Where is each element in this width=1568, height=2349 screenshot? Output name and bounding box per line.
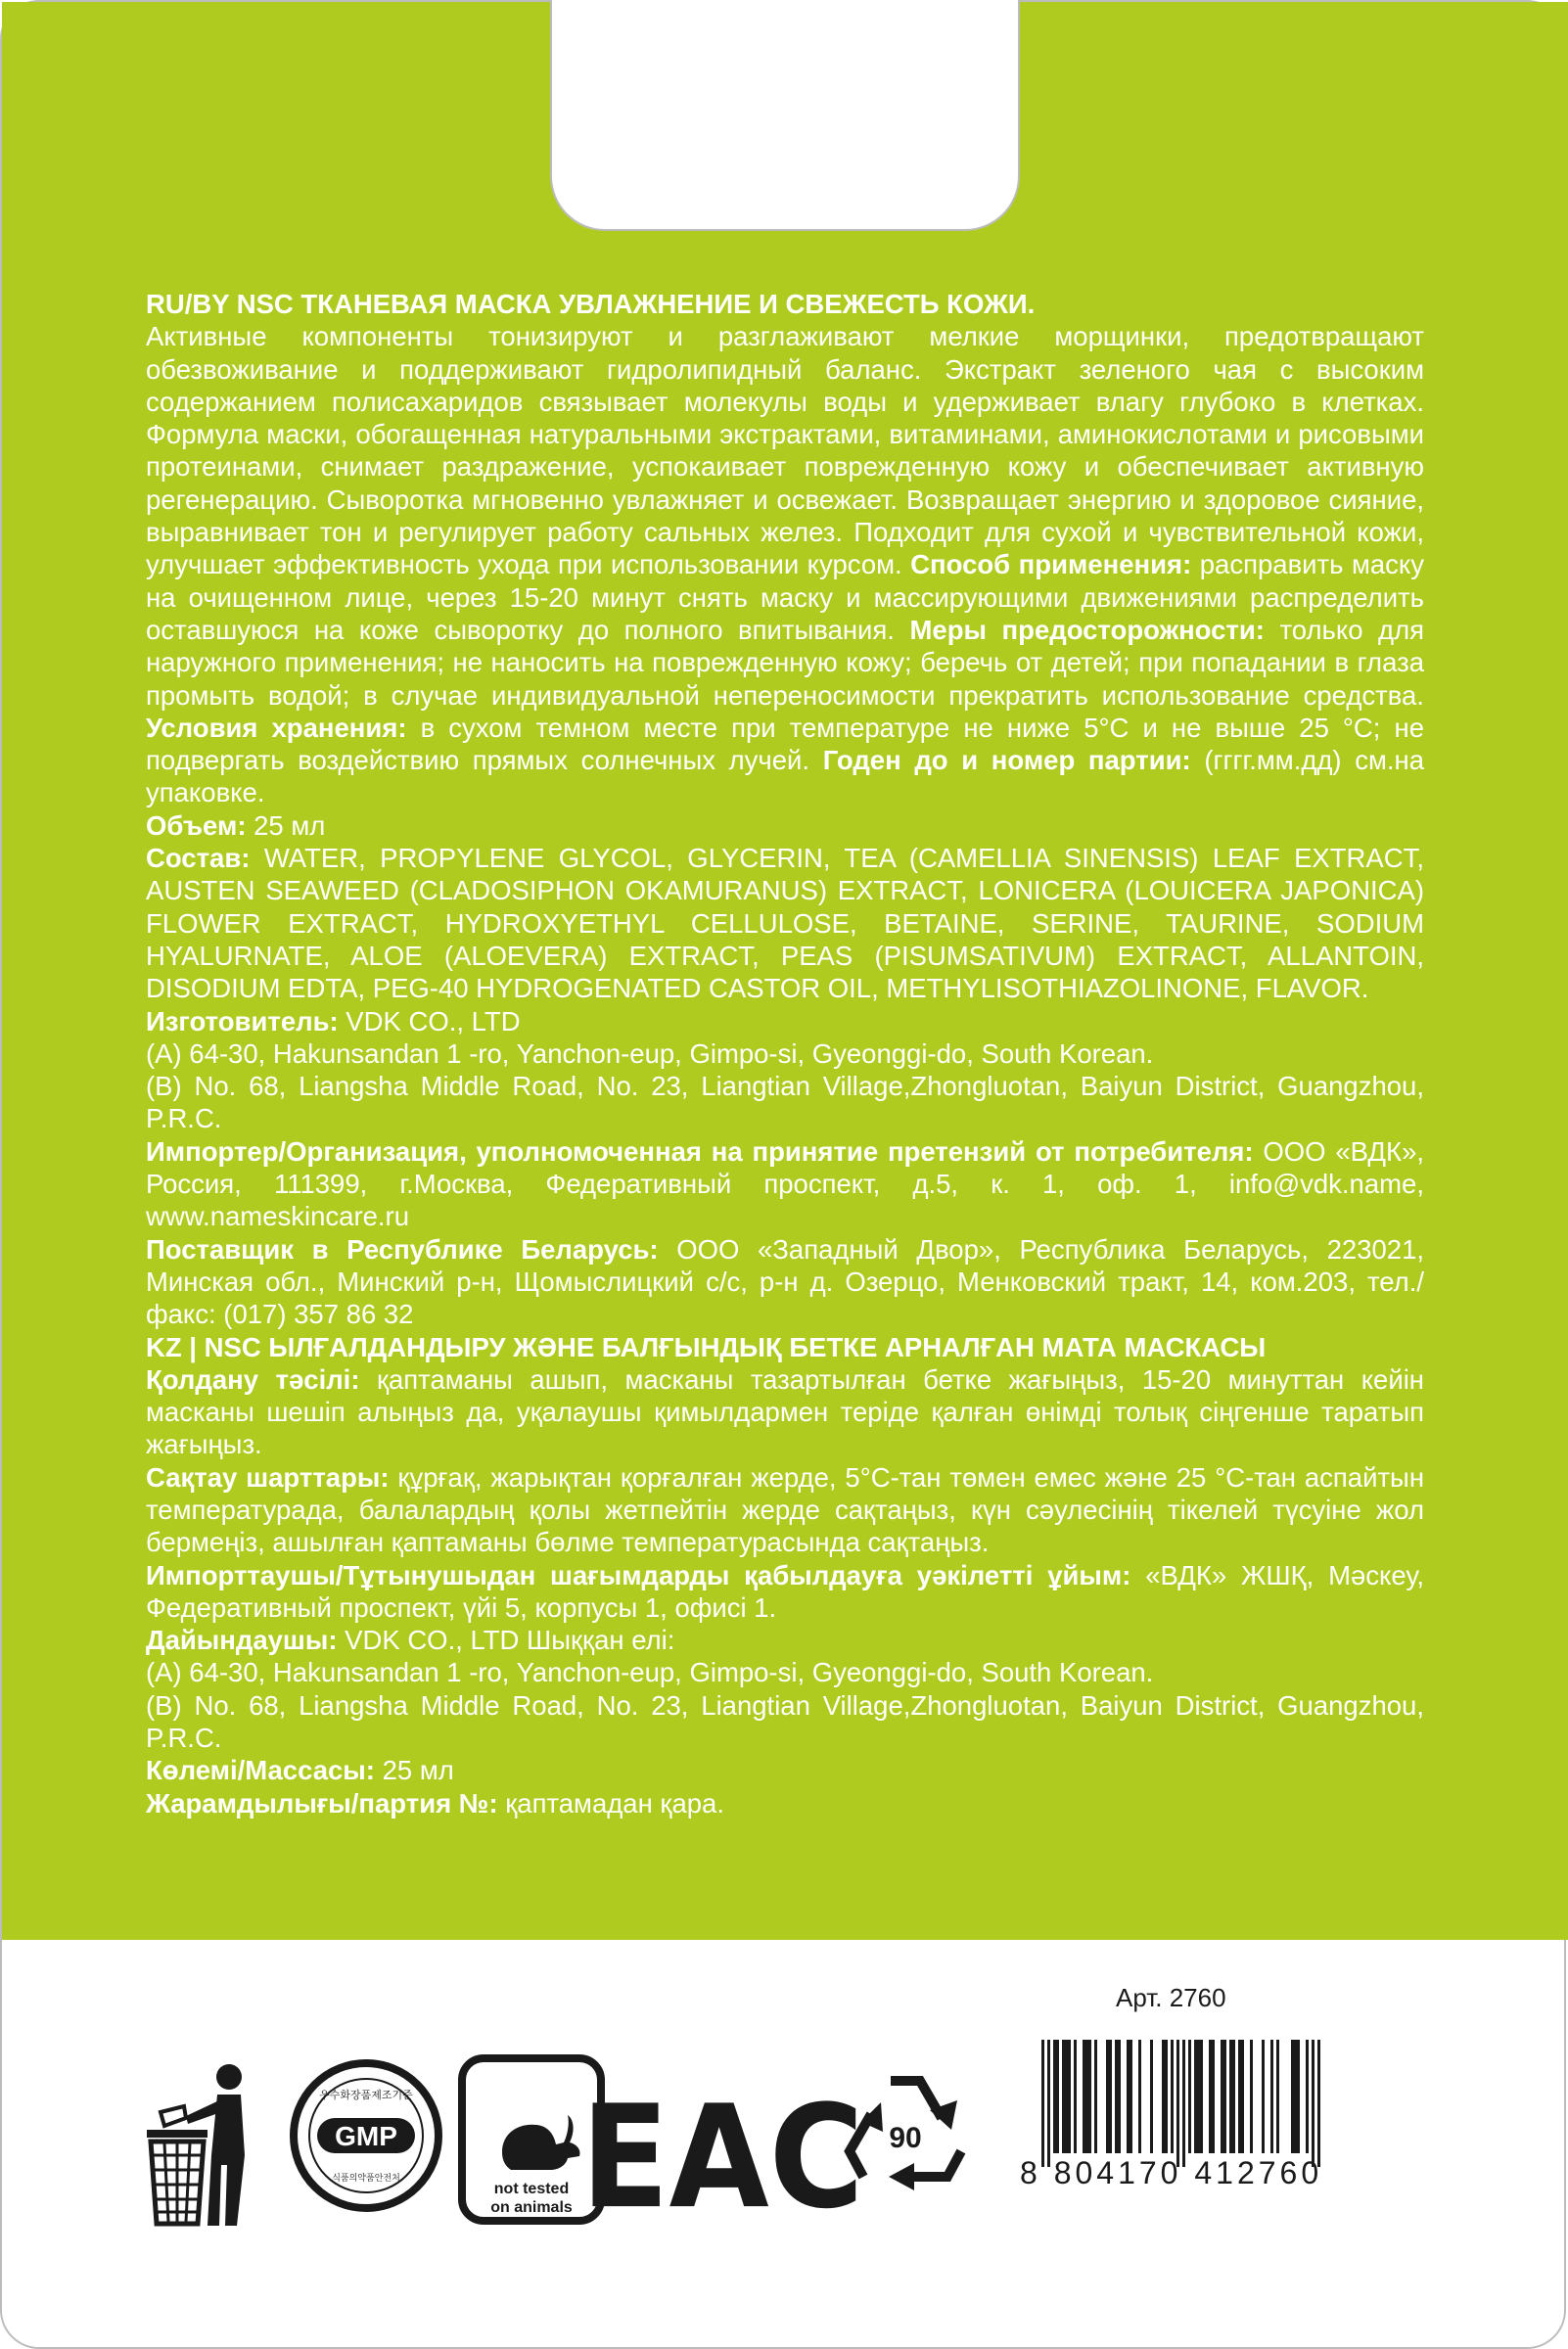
barcode-bar: [1209, 2040, 1212, 2153]
gmp-top-text: 우수화장품제조기준: [319, 2089, 413, 2101]
barcode-bar: [1297, 2040, 1300, 2153]
barcode-bar: [1221, 2040, 1223, 2153]
barcode-bar: [1276, 2040, 1279, 2153]
barcode-bar: [1238, 2040, 1241, 2153]
barcode-bar: [1197, 2040, 1200, 2153]
barcode-bar: [1094, 2040, 1097, 2153]
barcode-bar: [1088, 2040, 1091, 2153]
barcode-bar: [1270, 2040, 1273, 2153]
barcode-bar: [1068, 2040, 1071, 2153]
barcode-bar: [1065, 2040, 1068, 2153]
barcode-bar: [1291, 2040, 1294, 2153]
ru-maker: Изготовитель: VDK CO., LTD: [146, 1005, 521, 1036]
kz-storage: Сақтау шарттары: құрғақ, жарықтан қорғалған жерде, 5°С-тан төмен емес және 25 °С-тан аспайтын температурада, балалардың қолы жетпейтін жерде сақтаңыз, күн сәулесінің тікелей түсуіне жол бермеңіз, ашылған қаптаманы бөлме температурасында сақтаңыз.: [146, 1461, 1425, 1558]
barcode-bar: [1312, 2040, 1314, 2167]
barcode-bar: [1306, 2040, 1309, 2153]
kz-volume: Көлемі/Массасы: 25 мл: [146, 1755, 454, 1786]
recycle-code: 90: [889, 2122, 922, 2154]
article-number: Арт. 2760: [1116, 1983, 1226, 2012]
barcode-bar: [1200, 2040, 1203, 2153]
barcode-bar: [1212, 2040, 1215, 2153]
barcode-bar: [1083, 2040, 1085, 2153]
barcode-bar: [1041, 2040, 1044, 2167]
barcode-bar: [1182, 2040, 1185, 2167]
ru-address-a: (A) 64-30, Hakunsandan 1 -ro, Yanchon-eup, Gimpo-si, Gyeonggi-do, South Korean.: [146, 1037, 1154, 1069]
kz-usage: Қолдану тәсілі: қаптаманы ашып, масканы тазартылған бетке жағыңыз, 15-20 минуттан кейін масканы шешіп алыңыз да, уқалаушы қимылдармен теріде қалған өнімді толық сіңгенше таратып жағыңыз.: [146, 1363, 1424, 1460]
barcode-bar: [1109, 2040, 1112, 2153]
ru-supplier: Поставщик в Республике Беларусь: ООО «Западный Двор», Республика Беларусь, 223021, Минская обл., Минский р-н, Щомыслицкий с/с, р-н д. Озерцо, Менковский тракт, 14, ком.203, тел./факс: (017) 357 86 32: [146, 1233, 1425, 1330]
kz-importer: Импорттаушы/Тұтынушыдан шағымдарды қабылдауға уәкілетті ұйым: «ВДК» ЖШҚ, Мәскеу, Федеративный проспект, үйі 5, корпусы 1, офисі 1.: [146, 1559, 1425, 1623]
ru-volume: Объем: 25 мл: [146, 809, 326, 841]
barcode-bar: [1118, 2040, 1121, 2153]
eac-icon: [580, 2057, 864, 2240]
barcode-bar: [1317, 2040, 1320, 2167]
barcode-bar: [1165, 2040, 1168, 2153]
gmp-bottom-text: 식품의약품안전처: [332, 2174, 400, 2184]
barcode-bar: [1223, 2040, 1226, 2153]
not-tested-line2: on animals: [490, 2199, 573, 2216]
ru-composition: Состав: WATER, PROPYLENE GLYCOL, GLYCERIN, TEA (CAMELLIA SINENSIS) LEAF EXTRACT, AUSTEN SEAWEED (CLADOSIPHON OKAMURANUS) EXTRACT, LONICERA (LOUICERA JAPONICA) FLOWER EXTRACT, HYDROXYETHYL CELLULOSE, BETAINE, SERINE, TAURINE, SODIUM HYALURNATE, ALOE (ALOEVERA) EXTRACT, PEAS (PISUMSATIVUM) EXTRACT, ALLANTOIN, DISODIUM EDTA, PEG-40 HYDROGENATED CASTOR OIL, METHYLISOTHIAZOLINONE, FLAVOR.: [146, 843, 1425, 1004]
ru-importer: Импортер/Организация, уполномоченная на принятие претензий от потребителя: ООО «ВДК», Россия, 111399, г.Москва, Федеративный проспект, д.5, к. 1, оф. 1, info@vdk.name, www.nameskincare.ru: [146, 1135, 1424, 1232]
kz-expiry: Жарамдылығы/партия №: қаптамадан қара.: [146, 1787, 724, 1819]
kz-maker: Дайындаушы: VDK CO., LTD Шыққан елі:: [146, 1625, 675, 1656]
barcode-bar: [1053, 2040, 1056, 2153]
kz-address-a: (A) 64-30, Hakunsandan 1 -ro, Yanchon-eup, Gimpo-si, Gyeonggi-do, South Korean.: [146, 1657, 1154, 1688]
ru-address-b: (B) No. 68, Liangsha Middle Road, No. 23, Liangtian Village,Zhongluotan, Baiyun District, Guangzhou, P.R.C.: [146, 1071, 1424, 1134]
barcode-bar: [1047, 2040, 1050, 2167]
ru-block: Активные компоненты тонизируют и разглаживают мелкие морщинки, предотвращают обезвоживание и поддерживают гидролипидный баланс. Экстракт зеленого чая с высоким содержанием полисахаридов связывает молекулы воды и удерживает влагу глубоко в клетках. Формула маски, обогащенная натуральными экстрактами, витаминами, аминокислотами и рисовыми протеинами, снимает раздражение, успокаивает поврежденную кожу и обеспечивает активную регенерацию. Сыворотка мгновенно увлажняет и освежает. Возвращает энергию и здоровое сияние, выравнивает тон и регулирует работу сальных желез. Подходит для сухой и чувствительной кожи, улучшает эффективность ухода при использовании курсом. Способ применения: расправить маску на очищенном лице, через 15-20 минут снять маску и массирующими движениями распределить оставшуюся на коже сыворотку до полного впитывания. Меры предосторожности: только для наружного применения; не наносить на поврежденную кожу; беречь от детей; при попадании в глаза промыть водой; в случае индивидуальной непереносимости прекратить использование средства. Условия хранения: в сухом темном месте при температуре не ниже 5°С и не выше 25 °С; не подвергать воздействию прямых солнечных лучей. Годен до и номер партии: (гггг.мм.дд) см.на упаковке.: [146, 321, 1425, 808]
barcode-bar: [1106, 2040, 1109, 2153]
info-text: [146, 288, 1424, 1819]
barcode-bar: [1176, 2040, 1179, 2167]
barcode-bar: [1171, 2040, 1174, 2153]
hang-hole: [550, 0, 1020, 231]
barcode: [1020, 2040, 1333, 2226]
gmp-seal-icon: [288, 2057, 444, 2214]
barcode-bar: [1130, 2040, 1132, 2153]
barcode-number: 8 804170 412760: [1020, 2155, 1323, 2190]
ru-heading: RU/BY NSC ТКАНЕВАЯ МАСКА УВЛАЖНЕНИЕ И СВЕЖЕСТЬ КОЖИ.: [146, 289, 1036, 319]
trash-bin-icon: [139, 2057, 256, 2234]
kz-address-b: (B) No. 68, Liangsha Middle Road, No. 23, Liangtian Village,Zhongluotan, Baiyun District, Guangzhou, P.R.C.: [146, 1689, 1424, 1754]
barcode-bar: [1250, 2040, 1253, 2153]
barcode-bar: [1162, 2040, 1165, 2153]
barcode-bar: [1115, 2040, 1118, 2153]
barcode-bar: [1056, 2040, 1059, 2153]
barcode-bar: [1194, 2040, 1197, 2153]
barcode-bar: [1229, 2040, 1232, 2153]
gmp-center-text: GMP: [335, 2121, 397, 2151]
not-tested-line1: not tested: [493, 2181, 570, 2197]
barcode-bar: [1138, 2040, 1141, 2153]
eac-text: EAC: [580, 2074, 864, 2240]
barcode-bar: [1262, 2040, 1265, 2153]
barcode-bar: [1294, 2040, 1297, 2153]
barcode-bar: [1241, 2040, 1244, 2153]
barcode-bar: [1232, 2040, 1235, 2153]
barcode-bar: [1062, 2040, 1065, 2153]
barcode-bar: [1127, 2040, 1130, 2153]
barcode-bar: [1085, 2040, 1088, 2153]
barcode-bar: [1150, 2040, 1153, 2153]
kz-heading: KZ | NSC ЫЛҒАЛДАНДЫРУ ЖӘНЕ БАЛҒЫНДЫҚ БЕТКЕ АРНАЛҒАН МАТА МАСКАСЫ: [146, 1331, 1267, 1362]
barcode-bar: [1074, 2040, 1077, 2153]
recycle-icon: [832, 2057, 979, 2214]
barcode-bar: [1188, 2040, 1191, 2153]
